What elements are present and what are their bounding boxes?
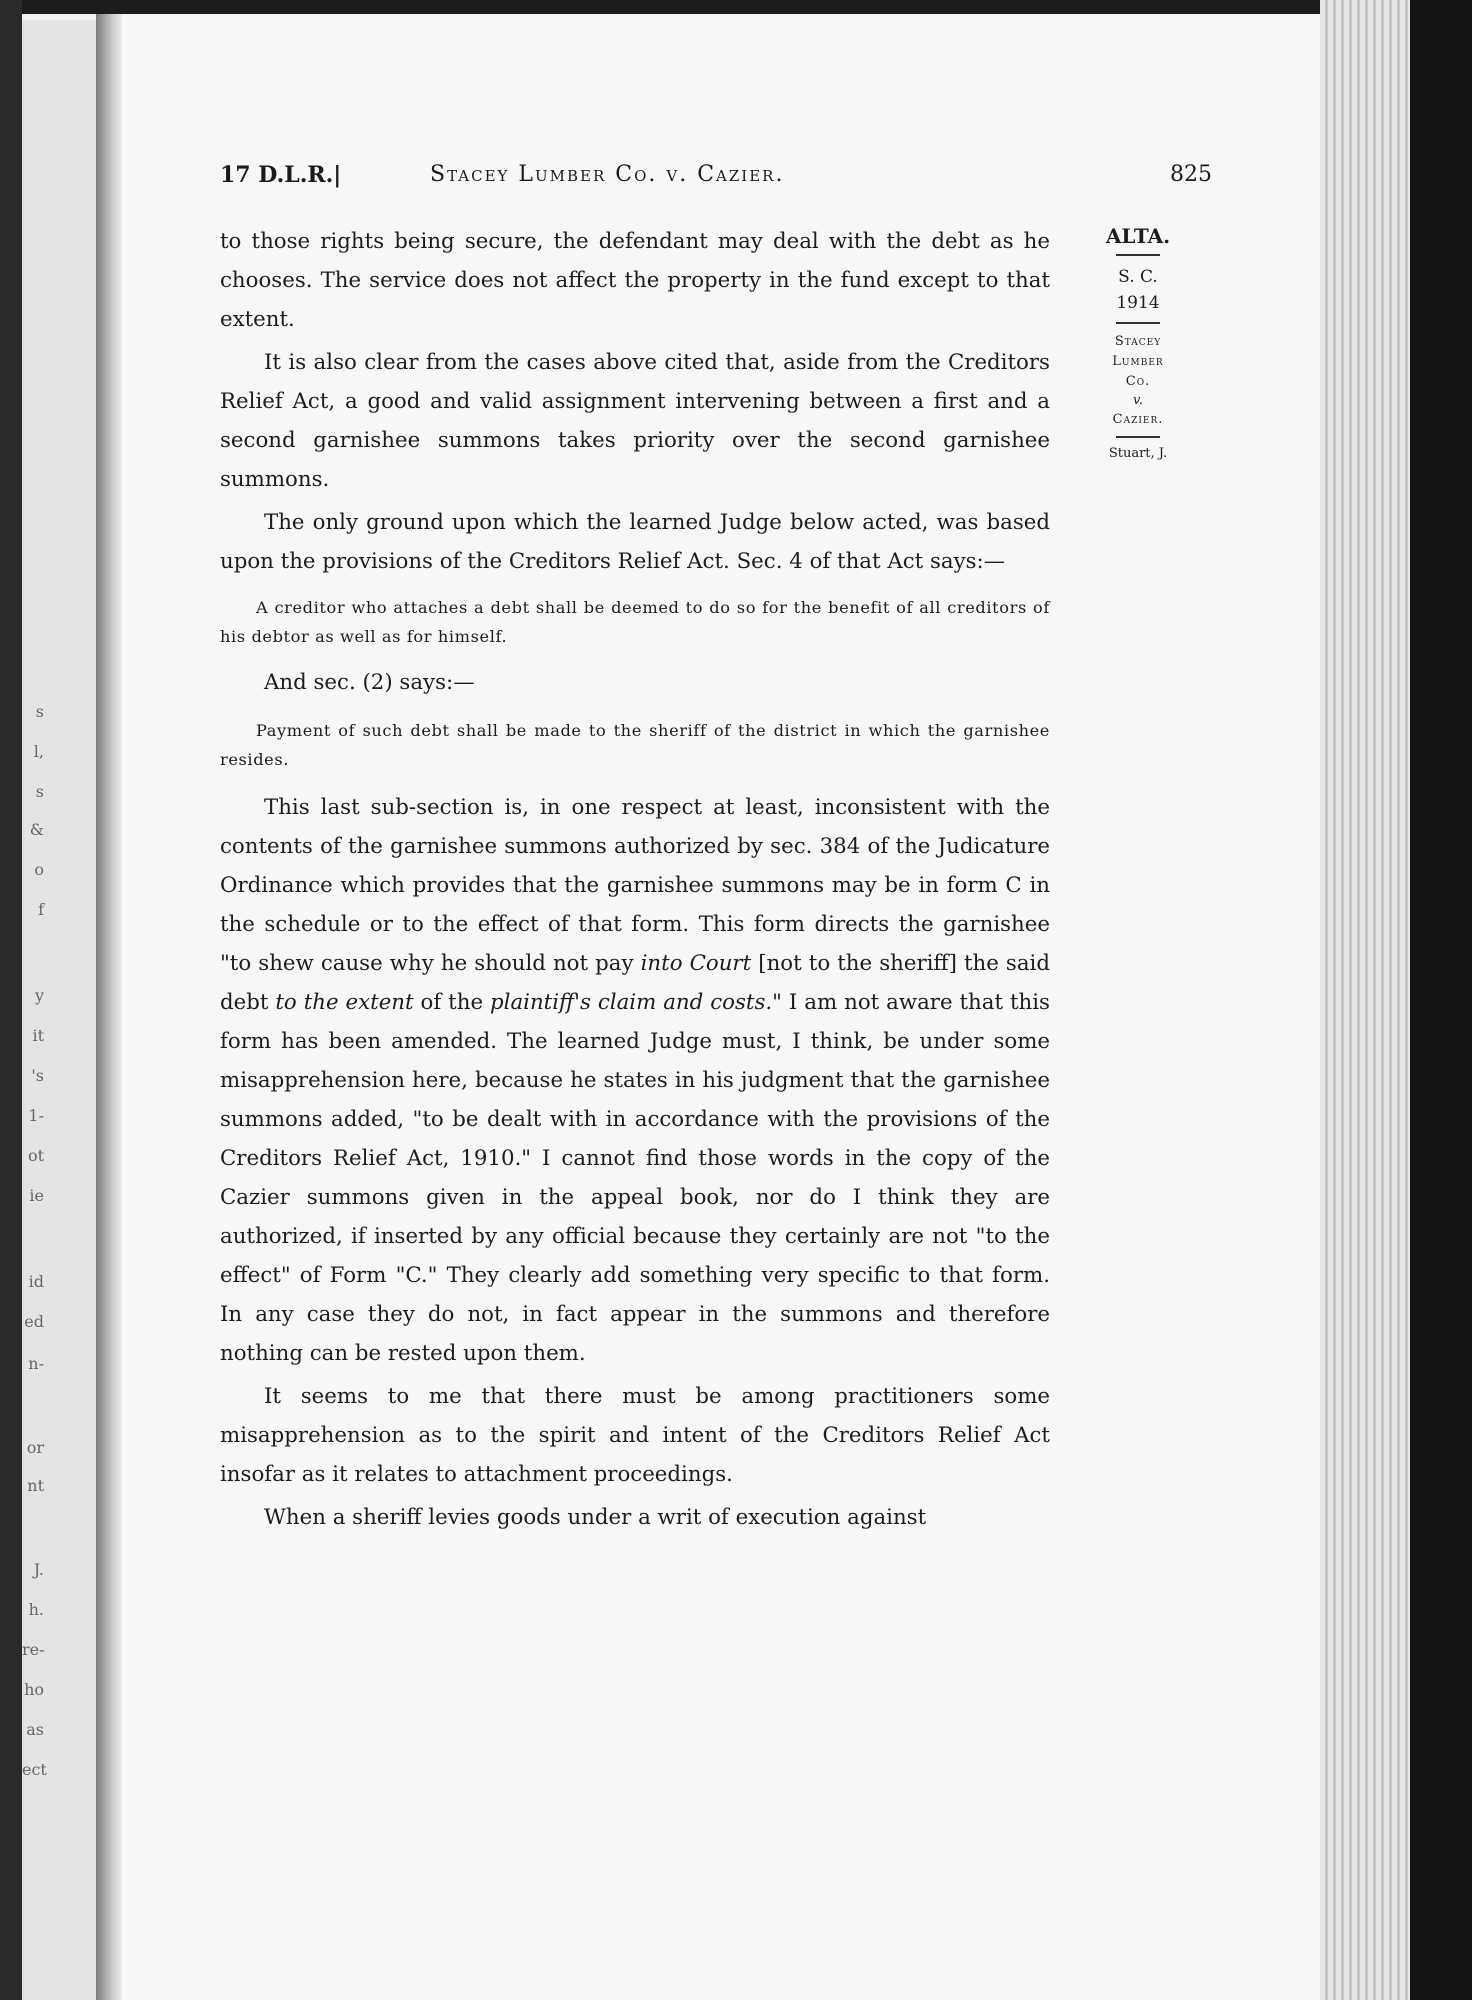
top-shadow: [0, 0, 1472, 14]
book-gutter: [96, 14, 122, 2000]
paragraph: The only ground upon which the learned Judge below acted, was based upon the provisions of the Creditors Relief Act. Sec. 4 of that Act says:—: [220, 510, 1050, 574]
text-run: of the: [413, 990, 490, 1015]
italic-phrase: into Court: [640, 951, 752, 976]
running-header: [220, 162, 1212, 202]
judge: Stuart, J.: [1108, 446, 1168, 461]
statute-quote: A creditor who attaches a debt shall be deemed to do so for the benefit of all creditors of his debtor as well as for himself.: [220, 598, 1050, 646]
left-fragment: nt: [27, 1476, 44, 1495]
facing-page: [22, 20, 100, 2000]
left-fragment: as: [26, 1720, 44, 1739]
left-scan-edge: [0, 0, 22, 2000]
left-fragment: ie: [29, 1186, 44, 1205]
page-edges: [1320, 0, 1416, 2000]
left-fragment: ho: [24, 1680, 44, 1699]
paragraph: [220, 788, 1050, 1373]
text-run: This last sub-section is, in one respect at least, inconsistent with the contents of the garnishee summons authorized by sec. 384 of the Judicature Ordinance which provides that the garnishee summons may be in form C in the schedule or to the effect of that form. This form directs the garnishee "to shew cause why he should not pay: [220, 795, 1050, 976]
divider: [1116, 254, 1160, 256]
year: 1914: [1116, 293, 1160, 313]
margin-note: [1082, 224, 1194, 461]
divider: [1116, 322, 1160, 324]
left-fragment: &: [29, 820, 44, 839]
province: ALTA.: [1105, 224, 1171, 248]
left-fragment: 's: [31, 1066, 44, 1085]
italic-phrase: to the extent: [275, 990, 414, 1015]
paragraph: When a sheriff levies goods under a writ of execution against: [264, 1505, 927, 1530]
left-fragment: n-: [28, 1354, 44, 1373]
party-plaintiff: Stacey: [1114, 334, 1162, 349]
divider: [1116, 436, 1160, 438]
left-fragment: s: [35, 782, 44, 801]
text-run: [not to the sheriff] the said debt: [220, 951, 1050, 1015]
left-fragment: ect: [22, 1760, 47, 1779]
paragraph: It is also clear from the cases above cited that, aside from the Creditors Relief Act, a good and valid assignment intervening between a first and a second garnishee summons takes priority over the second garnishee summons.: [220, 350, 1050, 492]
page-number: 825: [1170, 162, 1212, 187]
left-fragment: or: [26, 1438, 44, 1457]
party-plaintiff: Lumber: [1112, 354, 1164, 369]
statute-quote: Payment of such debt shall be made to the sheriff of the district in which the garnishee resides.: [220, 721, 1050, 769]
left-fragment: re-: [22, 1640, 45, 1659]
case-title: Stacey Lumber Co. v. Cazier.: [430, 162, 785, 187]
party-defendant: Cazier.: [1112, 412, 1164, 427]
court: S. C.: [1118, 267, 1158, 287]
left-fragment: s: [35, 702, 44, 721]
party-plaintiff: Co.: [1125, 374, 1151, 389]
left-fragment: h.: [28, 1600, 44, 1619]
left-fragment: id: [28, 1272, 44, 1291]
left-fragment: l,: [33, 742, 44, 761]
versus: v.: [1133, 393, 1143, 408]
left-fragment: it: [32, 1026, 44, 1045]
volume-reference: 17 D.L.R.|: [220, 162, 342, 188]
text-run: " I am not aware that this form has been amended. The learned Judge must, I think, be under some misapprehension here, because he states in his judgment that the garnishee summons added, "to be dealt with in accordance with the provisions of the Creditors Relief Act, 1910." I cannot find those words in the copy of the Cazier summons given in the appeal book, nor do I think they are authorized, if inserted by any official because they certainly are not "to the effect" of Form "C." They clearly add something very specific to that form. In any case they do not, in fact appear in the summons and therefore nothing can be rested upon them.: [220, 990, 1050, 1366]
left-fragment: ot: [27, 1146, 44, 1165]
left-fragment: 1-: [28, 1106, 44, 1125]
italic-phrase: plaintiff's claim and costs.: [490, 990, 773, 1015]
paragraph: to those rights being secure, the defendant may deal with the debt as he chooses. The service does not affect the property in the fund except to that extent.: [220, 229, 1050, 332]
left-fragment: ed: [24, 1312, 44, 1331]
judgment-text: [220, 222, 1050, 1537]
left-fragment: y: [34, 986, 44, 1005]
paragraph: And sec. (2) says:—: [264, 670, 475, 695]
paragraph: It seems to me that there must be among practitioners some misapprehension as to the spirit and intent of the Creditors Relief Act insofar as it relates to attachment proceedings.: [220, 1384, 1050, 1487]
left-fragment: o: [34, 860, 44, 879]
left-fragment: J.: [33, 1560, 44, 1579]
right-scan-edge: [1410, 0, 1472, 2000]
left-fragment: f: [38, 900, 44, 919]
